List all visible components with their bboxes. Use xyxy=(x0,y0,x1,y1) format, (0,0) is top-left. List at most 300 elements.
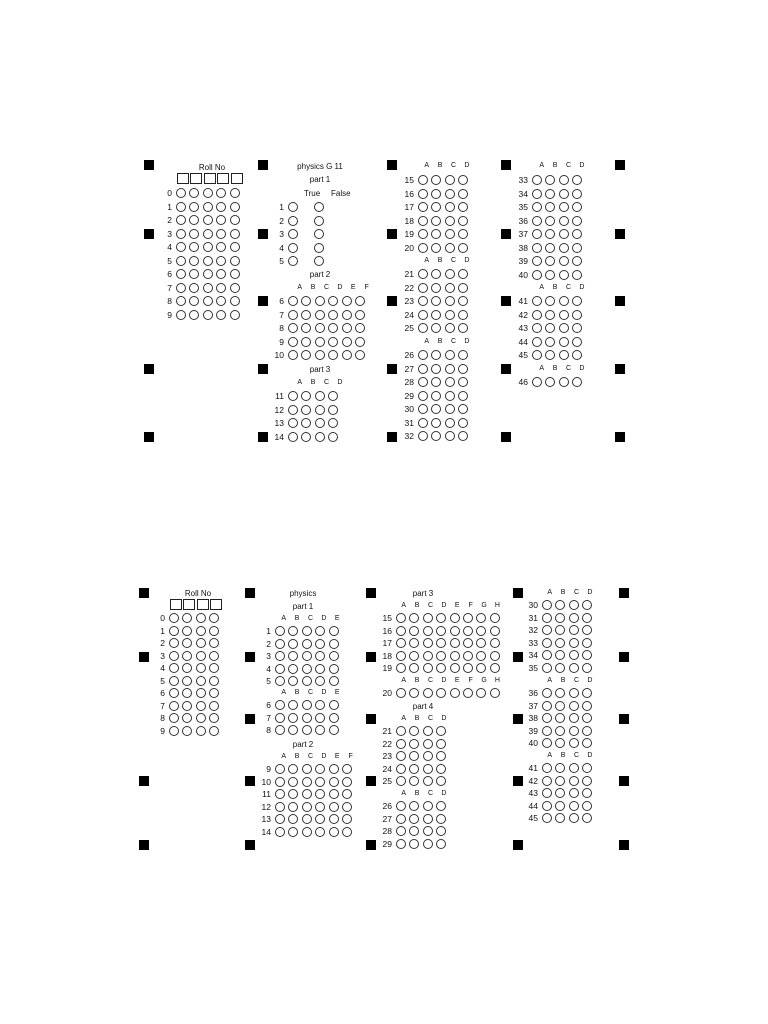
answer-bubble[interactable] xyxy=(572,310,582,320)
answer-bubble[interactable] xyxy=(342,323,352,333)
answer-bubble[interactable] xyxy=(458,391,468,401)
answer-bubble[interactable] xyxy=(542,726,552,736)
answer-bubble[interactable] xyxy=(196,726,206,736)
answer-bubble[interactable] xyxy=(458,296,468,306)
answer-bubble[interactable] xyxy=(288,676,298,686)
answer-bubble[interactable] xyxy=(418,310,428,320)
answer-bubble[interactable] xyxy=(314,243,324,253)
answer-bubble[interactable] xyxy=(572,243,582,253)
answer-bubble[interactable] xyxy=(355,337,365,347)
answer-bubble[interactable] xyxy=(476,651,486,661)
answer-bubble[interactable] xyxy=(532,377,542,387)
answer-bubble[interactable] xyxy=(302,814,312,824)
answer-bubble[interactable] xyxy=(490,626,500,636)
answer-bubble[interactable] xyxy=(302,777,312,787)
answer-bubble[interactable] xyxy=(329,764,339,774)
answer-bubble[interactable] xyxy=(196,688,206,698)
answer-bubble[interactable] xyxy=(545,337,555,347)
answer-bubble[interactable] xyxy=(436,638,446,648)
answer-bubble[interactable] xyxy=(409,739,419,749)
answer-bubble[interactable] xyxy=(302,725,312,735)
answer-bubble[interactable] xyxy=(230,188,240,198)
answer-bubble[interactable] xyxy=(182,651,192,661)
answer-bubble[interactable] xyxy=(342,296,352,306)
answer-bubble[interactable] xyxy=(315,789,325,799)
answer-bubble[interactable] xyxy=(409,726,419,736)
answer-bubble[interactable] xyxy=(275,676,285,686)
answer-bubble[interactable] xyxy=(176,283,186,293)
answer-bubble[interactable] xyxy=(490,688,500,698)
answer-bubble[interactable] xyxy=(315,777,325,787)
answer-bubble[interactable] xyxy=(545,175,555,185)
answer-bubble[interactable] xyxy=(209,701,219,711)
answer-bubble[interactable] xyxy=(301,337,311,347)
answer-bubble[interactable] xyxy=(342,764,352,774)
answer-bubble[interactable] xyxy=(209,688,219,698)
answer-bubble[interactable] xyxy=(431,418,441,428)
answer-bubble[interactable] xyxy=(542,701,552,711)
answer-bubble[interactable] xyxy=(302,789,312,799)
answer-bubble[interactable] xyxy=(288,626,298,636)
answer-bubble[interactable] xyxy=(545,202,555,212)
answer-bubble[interactable] xyxy=(216,283,226,293)
answer-bubble[interactable] xyxy=(569,688,579,698)
roll-no-boxes[interactable] xyxy=(177,173,244,184)
answer-bubble[interactable] xyxy=(545,243,555,253)
answer-bubble[interactable] xyxy=(418,431,428,441)
answer-bubble[interactable] xyxy=(288,713,298,723)
answer-bubble[interactable] xyxy=(315,323,325,333)
answer-bubble[interactable] xyxy=(463,663,473,673)
answer-bubble[interactable] xyxy=(542,763,552,773)
answer-bubble[interactable] xyxy=(203,296,213,306)
answer-bubble[interactable] xyxy=(418,216,428,226)
answer-bubble[interactable] xyxy=(216,188,226,198)
answer-bubble[interactable] xyxy=(559,350,569,360)
answer-bubble[interactable] xyxy=(418,296,428,306)
answer-bubble[interactable] xyxy=(189,283,199,293)
answer-bubble[interactable] xyxy=(572,256,582,266)
answer-bubble[interactable] xyxy=(275,777,285,787)
answer-bubble[interactable] xyxy=(445,175,455,185)
answer-bubble[interactable] xyxy=(458,216,468,226)
answer-bubble[interactable] xyxy=(275,700,285,710)
answer-bubble[interactable] xyxy=(418,404,428,414)
answer-bubble[interactable] xyxy=(572,323,582,333)
answer-bubble[interactable] xyxy=(436,726,446,736)
answer-bubble[interactable] xyxy=(569,738,579,748)
answer-bubble[interactable] xyxy=(182,701,192,711)
answer-bubble[interactable] xyxy=(196,626,206,636)
answer-bubble[interactable] xyxy=(302,626,312,636)
answer-bubble[interactable] xyxy=(582,713,592,723)
answer-bubble[interactable] xyxy=(445,404,455,414)
answer-bubble[interactable] xyxy=(436,626,446,636)
answer-bubble[interactable] xyxy=(431,296,441,306)
answer-bubble[interactable] xyxy=(572,202,582,212)
answer-bubble[interactable] xyxy=(545,270,555,280)
answer-bubble[interactable] xyxy=(315,725,325,735)
answer-bubble[interactable] xyxy=(436,663,446,673)
answer-bubble[interactable] xyxy=(189,229,199,239)
answer-bubble[interactable] xyxy=(458,283,468,293)
answer-bubble[interactable] xyxy=(396,776,406,786)
answer-bubble[interactable] xyxy=(436,651,446,661)
answer-bubble[interactable] xyxy=(329,713,339,723)
answer-bubble[interactable] xyxy=(572,229,582,239)
answer-bubble[interactable] xyxy=(409,688,419,698)
answer-bubble[interactable] xyxy=(545,256,555,266)
answer-bubble[interactable] xyxy=(572,350,582,360)
answer-bubble[interactable] xyxy=(329,827,339,837)
answer-bubble[interactable] xyxy=(555,625,565,635)
answer-bubble[interactable] xyxy=(476,613,486,623)
answer-bubble[interactable] xyxy=(445,216,455,226)
answer-bubble[interactable] xyxy=(315,764,325,774)
answer-bubble[interactable] xyxy=(582,701,592,711)
answer-bubble[interactable] xyxy=(559,256,569,266)
answer-bubble[interactable] xyxy=(302,664,312,674)
answer-bubble[interactable] xyxy=(189,256,199,266)
answer-bubble[interactable] xyxy=(569,638,579,648)
answer-bubble[interactable] xyxy=(182,726,192,736)
answer-bubble[interactable] xyxy=(542,663,552,673)
answer-bubble[interactable] xyxy=(275,664,285,674)
answer-bubble[interactable] xyxy=(315,827,325,837)
answer-bubble[interactable] xyxy=(532,189,542,199)
answer-bubble[interactable] xyxy=(423,801,433,811)
answer-bubble[interactable] xyxy=(288,296,298,306)
answer-bubble[interactable] xyxy=(555,638,565,648)
answer-bubble[interactable] xyxy=(176,202,186,212)
answer-bubble[interactable] xyxy=(458,202,468,212)
answer-bubble[interactable] xyxy=(431,377,441,387)
answer-bubble[interactable] xyxy=(582,650,592,660)
answer-bubble[interactable] xyxy=(418,175,428,185)
answer-bubble[interactable] xyxy=(445,391,455,401)
answer-bubble[interactable] xyxy=(329,626,339,636)
answer-bubble[interactable] xyxy=(409,663,419,673)
answer-bubble[interactable] xyxy=(555,663,565,673)
answer-bubble[interactable] xyxy=(196,663,206,673)
answer-bubble[interactable] xyxy=(431,364,441,374)
answer-bubble[interactable] xyxy=(559,296,569,306)
answer-bubble[interactable] xyxy=(203,229,213,239)
answer-bubble[interactable] xyxy=(582,638,592,648)
answer-bubble[interactable] xyxy=(328,350,338,360)
answer-bubble[interactable] xyxy=(176,229,186,239)
answer-bubble[interactable] xyxy=(189,310,199,320)
answer-bubble[interactable] xyxy=(555,788,565,798)
answer-bubble[interactable] xyxy=(555,613,565,623)
answer-bubble[interactable] xyxy=(396,839,406,849)
answer-bubble[interactable] xyxy=(209,626,219,636)
answer-bubble[interactable] xyxy=(409,776,419,786)
answer-bubble[interactable] xyxy=(169,626,179,636)
answer-bubble[interactable] xyxy=(545,296,555,306)
answer-bubble[interactable] xyxy=(542,738,552,748)
answer-bubble[interactable] xyxy=(288,202,298,212)
answer-bubble[interactable] xyxy=(532,296,542,306)
answer-bubble[interactable] xyxy=(302,700,312,710)
answer-bubble[interactable] xyxy=(396,751,406,761)
answer-bubble[interactable] xyxy=(458,431,468,441)
answer-bubble[interactable] xyxy=(569,776,579,786)
answer-bubble[interactable] xyxy=(230,310,240,320)
answer-bubble[interactable] xyxy=(450,663,460,673)
answer-bubble[interactable] xyxy=(315,651,325,661)
answer-bubble[interactable] xyxy=(288,405,298,415)
answer-bubble[interactable] xyxy=(458,175,468,185)
answer-bubble[interactable] xyxy=(582,688,592,698)
answer-bubble[interactable] xyxy=(409,751,419,761)
answer-bubble[interactable] xyxy=(230,242,240,252)
answer-bubble[interactable] xyxy=(302,764,312,774)
answer-bubble[interactable] xyxy=(431,323,441,333)
answer-bubble[interactable] xyxy=(203,256,213,266)
answer-bubble[interactable] xyxy=(431,189,441,199)
answer-bubble[interactable] xyxy=(329,725,339,735)
answer-bubble[interactable] xyxy=(275,713,285,723)
answer-bubble[interactable] xyxy=(288,651,298,661)
answer-bubble[interactable] xyxy=(555,726,565,736)
answer-bubble[interactable] xyxy=(559,270,569,280)
answer-bubble[interactable] xyxy=(431,283,441,293)
answer-bubble[interactable] xyxy=(458,350,468,360)
answer-bubble[interactable] xyxy=(418,202,428,212)
answer-bubble[interactable] xyxy=(342,777,352,787)
answer-bubble[interactable] xyxy=(545,216,555,226)
answer-bubble[interactable] xyxy=(396,638,406,648)
answer-bubble[interactable] xyxy=(314,202,324,212)
answer-bubble[interactable] xyxy=(288,725,298,735)
answer-bubble[interactable] xyxy=(342,310,352,320)
answer-bubble[interactable] xyxy=(532,243,542,253)
answer-bubble[interactable] xyxy=(396,626,406,636)
answer-bubble[interactable] xyxy=(418,350,428,360)
answer-bubble[interactable] xyxy=(542,813,552,823)
answer-bubble[interactable] xyxy=(328,296,338,306)
answer-bubble[interactable] xyxy=(189,242,199,252)
answer-bubble[interactable] xyxy=(355,323,365,333)
answer-bubble[interactable] xyxy=(569,713,579,723)
answer-bubble[interactable] xyxy=(582,813,592,823)
answer-bubble[interactable] xyxy=(569,613,579,623)
answer-bubble[interactable] xyxy=(436,764,446,774)
answer-bubble[interactable] xyxy=(301,323,311,333)
answer-bubble[interactable] xyxy=(532,350,542,360)
answer-bubble[interactable] xyxy=(209,613,219,623)
answer-bubble[interactable] xyxy=(555,650,565,660)
answer-bubble[interactable] xyxy=(582,763,592,773)
answer-bubble[interactable] xyxy=(275,827,285,837)
answer-bubble[interactable] xyxy=(216,229,226,239)
answer-bubble[interactable] xyxy=(169,701,179,711)
answer-bubble[interactable] xyxy=(301,418,311,428)
answer-bubble[interactable] xyxy=(572,377,582,387)
answer-bubble[interactable] xyxy=(423,613,433,623)
answer-bubble[interactable] xyxy=(203,283,213,293)
answer-bubble[interactable] xyxy=(396,726,406,736)
answer-bubble[interactable] xyxy=(209,663,219,673)
answer-bubble[interactable] xyxy=(301,310,311,320)
answer-bubble[interactable] xyxy=(431,229,441,239)
answer-bubble[interactable] xyxy=(542,776,552,786)
answer-bubble[interactable] xyxy=(458,323,468,333)
answer-bubble[interactable] xyxy=(288,789,298,799)
answer-bubble[interactable] xyxy=(490,663,500,673)
answer-bubble[interactable] xyxy=(203,242,213,252)
answer-bubble[interactable] xyxy=(458,243,468,253)
answer-bubble[interactable] xyxy=(275,651,285,661)
answer-bubble[interactable] xyxy=(196,701,206,711)
answer-bubble[interactable] xyxy=(555,600,565,610)
answer-bubble[interactable] xyxy=(230,269,240,279)
answer-bubble[interactable] xyxy=(569,625,579,635)
answer-bubble[interactable] xyxy=(182,676,192,686)
answer-bubble[interactable] xyxy=(582,600,592,610)
answer-bubble[interactable] xyxy=(216,296,226,306)
answer-bubble[interactable] xyxy=(559,243,569,253)
answer-bubble[interactable] xyxy=(209,651,219,661)
answer-bubble[interactable] xyxy=(476,688,486,698)
answer-bubble[interactable] xyxy=(176,215,186,225)
answer-bubble[interactable] xyxy=(409,651,419,661)
answer-bubble[interactable] xyxy=(569,763,579,773)
answer-bubble[interactable] xyxy=(182,613,192,623)
answer-bubble[interactable] xyxy=(209,676,219,686)
answer-bubble[interactable] xyxy=(555,701,565,711)
answer-bubble[interactable] xyxy=(196,638,206,648)
answer-bubble[interactable] xyxy=(302,676,312,686)
answer-bubble[interactable] xyxy=(315,700,325,710)
answer-bubble[interactable] xyxy=(532,256,542,266)
answer-bubble[interactable] xyxy=(436,776,446,786)
answer-bubble[interactable] xyxy=(582,625,592,635)
answer-bubble[interactable] xyxy=(288,256,298,266)
answer-bubble[interactable] xyxy=(196,651,206,661)
answer-bubble[interactable] xyxy=(176,310,186,320)
answer-bubble[interactable] xyxy=(288,243,298,253)
answer-bubble[interactable] xyxy=(176,188,186,198)
answer-bubble[interactable] xyxy=(203,215,213,225)
answer-bubble[interactable] xyxy=(176,242,186,252)
answer-bubble[interactable] xyxy=(355,350,365,360)
answer-bubble[interactable] xyxy=(409,814,419,824)
answer-bubble[interactable] xyxy=(315,405,325,415)
answer-bubble[interactable] xyxy=(315,310,325,320)
answer-bubble[interactable] xyxy=(582,663,592,673)
answer-bubble[interactable] xyxy=(288,418,298,428)
answer-bubble[interactable] xyxy=(315,664,325,674)
answer-bubble[interactable] xyxy=(302,639,312,649)
answer-bubble[interactable] xyxy=(216,310,226,320)
answer-bubble[interactable] xyxy=(569,600,579,610)
answer-bubble[interactable] xyxy=(423,826,433,836)
answer-bubble[interactable] xyxy=(230,229,240,239)
answer-bubble[interactable] xyxy=(396,814,406,824)
answer-bubble[interactable] xyxy=(301,405,311,415)
answer-bubble[interactable] xyxy=(582,613,592,623)
answer-bubble[interactable] xyxy=(555,738,565,748)
answer-bubble[interactable] xyxy=(545,323,555,333)
answer-bubble[interactable] xyxy=(189,202,199,212)
answer-bubble[interactable] xyxy=(476,638,486,648)
answer-bubble[interactable] xyxy=(555,763,565,773)
answer-bubble[interactable] xyxy=(418,377,428,387)
answer-bubble[interactable] xyxy=(409,638,419,648)
answer-bubble[interactable] xyxy=(288,310,298,320)
answer-bubble[interactable] xyxy=(423,638,433,648)
answer-bubble[interactable] xyxy=(542,801,552,811)
answer-bubble[interactable] xyxy=(315,337,325,347)
answer-bubble[interactable] xyxy=(572,189,582,199)
answer-bubble[interactable] xyxy=(301,432,311,442)
answer-bubble[interactable] xyxy=(545,350,555,360)
answer-bubble[interactable] xyxy=(532,310,542,320)
answer-bubble[interactable] xyxy=(476,626,486,636)
answer-bubble[interactable] xyxy=(314,229,324,239)
answer-bubble[interactable] xyxy=(458,364,468,374)
answer-bubble[interactable] xyxy=(329,651,339,661)
answer-bubble[interactable] xyxy=(532,202,542,212)
answer-bubble[interactable] xyxy=(445,202,455,212)
answer-bubble[interactable] xyxy=(431,175,441,185)
answer-bubble[interactable] xyxy=(396,764,406,774)
answer-bubble[interactable] xyxy=(569,726,579,736)
answer-bubble[interactable] xyxy=(315,814,325,824)
answer-bubble[interactable] xyxy=(436,613,446,623)
answer-bubble[interactable] xyxy=(436,688,446,698)
answer-bubble[interactable] xyxy=(176,269,186,279)
answer-bubble[interactable] xyxy=(275,639,285,649)
answer-bubble[interactable] xyxy=(458,377,468,387)
answer-bubble[interactable] xyxy=(559,310,569,320)
answer-bubble[interactable] xyxy=(532,229,542,239)
answer-bubble[interactable] xyxy=(555,713,565,723)
answer-bubble[interactable] xyxy=(288,664,298,674)
answer-bubble[interactable] xyxy=(288,216,298,226)
answer-bubble[interactable] xyxy=(582,788,592,798)
answer-bubble[interactable] xyxy=(209,726,219,736)
answer-bubble[interactable] xyxy=(189,188,199,198)
answer-bubble[interactable] xyxy=(288,814,298,824)
answer-bubble[interactable] xyxy=(203,269,213,279)
answer-bubble[interactable] xyxy=(355,296,365,306)
answer-bubble[interactable] xyxy=(328,432,338,442)
answer-bubble[interactable] xyxy=(418,229,428,239)
answer-bubble[interactable] xyxy=(328,323,338,333)
answer-bubble[interactable] xyxy=(329,814,339,824)
answer-bubble[interactable] xyxy=(189,215,199,225)
answer-bubble[interactable] xyxy=(169,638,179,648)
answer-bubble[interactable] xyxy=(559,377,569,387)
answer-bubble[interactable] xyxy=(431,310,441,320)
answer-bubble[interactable] xyxy=(569,801,579,811)
answer-bubble[interactable] xyxy=(423,688,433,698)
answer-bubble[interactable] xyxy=(182,688,192,698)
answer-bubble[interactable] xyxy=(418,283,428,293)
answer-bubble[interactable] xyxy=(328,405,338,415)
answer-bubble[interactable] xyxy=(431,404,441,414)
answer-bubble[interactable] xyxy=(230,283,240,293)
answer-bubble[interactable] xyxy=(450,613,460,623)
answer-bubble[interactable] xyxy=(418,364,428,374)
answer-bubble[interactable] xyxy=(542,650,552,660)
answer-bubble[interactable] xyxy=(288,350,298,360)
answer-bubble[interactable] xyxy=(418,418,428,428)
answer-bubble[interactable] xyxy=(545,189,555,199)
